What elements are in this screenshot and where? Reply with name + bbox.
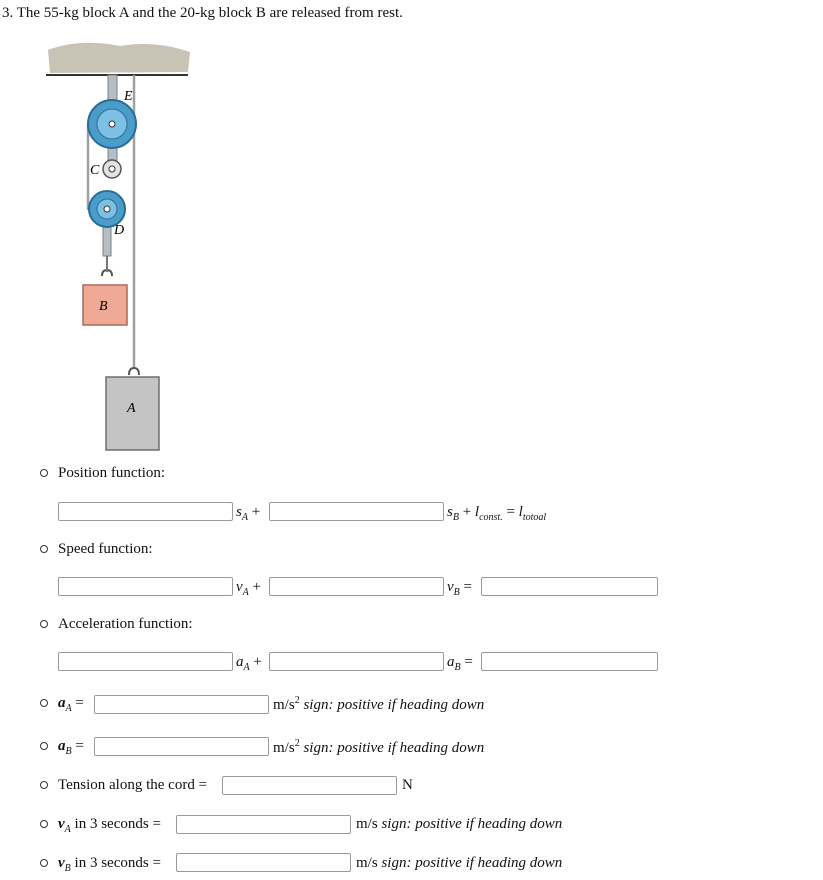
vA-input[interactable] <box>176 815 351 834</box>
speed-term-1: $v_A$ + <box>236 579 261 598</box>
acceleration-term-1: $a_A$ + <box>236 654 262 673</box>
tension-input[interactable] <box>222 776 397 795</box>
vB-unit-hint: m/s sign: positive if heading down <box>356 855 563 871</box>
vB-input[interactable] <box>176 853 351 872</box>
bullet <box>40 820 48 828</box>
label-c: C <box>90 163 100 178</box>
acceleration-input-1[interactable] <box>58 652 233 671</box>
acceleration-term-2: $a_B$ = <box>447 654 473 673</box>
bullet <box>40 545 48 553</box>
aB-unit-hint: $m/s^2$ sign: positive if heading down <box>273 738 485 756</box>
speed-input-2[interactable] <box>269 577 444 596</box>
aA-input[interactable] <box>94 695 269 714</box>
tension-unit: N <box>402 777 413 793</box>
label-a: A <box>127 401 136 416</box>
question-title: 3. The 55-kg block A and the 20-kg block B are released from rest. <box>2 5 403 21</box>
vA-label: $v_A$ in 3 seconds = <box>58 816 161 835</box>
position-label: Position function: <box>58 465 166 481</box>
aA-label: $a_A$ = <box>58 695 84 714</box>
aB-input[interactable] <box>94 737 269 756</box>
speed-input-3[interactable] <box>481 577 658 596</box>
pulley-diagram <box>40 40 200 455</box>
acceleration-input-2[interactable] <box>269 652 444 671</box>
ceiling <box>48 43 190 73</box>
bullet <box>40 742 48 750</box>
label-b: B <box>99 299 108 314</box>
pulley-e-axle <box>109 121 115 127</box>
speed-input-1[interactable] <box>58 577 233 596</box>
label-d: D <box>114 223 125 238</box>
label-e: E <box>124 89 133 104</box>
bullet <box>40 699 48 707</box>
speed-label: Speed function: <box>58 541 153 557</box>
aB-label: $a_B$ = <box>58 738 84 757</box>
bullet <box>40 781 48 789</box>
pulley-c-axle <box>109 166 115 172</box>
tension-label: Tension along the cord = <box>58 777 208 793</box>
vA-unit-hint: m/s sign: positive if heading down <box>356 816 563 832</box>
aA-unit-hint: $m/s^2$ sign: positive if heading down <box>273 695 485 713</box>
pulley-d-axle <box>104 206 110 212</box>
hook-a <box>129 368 139 375</box>
position-input-2[interactable] <box>269 502 444 521</box>
position-rest: $s_B + l_{const.} = l_{totoal}$ <box>447 504 547 523</box>
position-input-1[interactable] <box>58 502 233 521</box>
acceleration-input-3[interactable] <box>481 652 658 671</box>
speed-term-2: $v_B$ = <box>447 579 472 598</box>
bullet <box>40 859 48 867</box>
position-term-1: $s_A$ + <box>236 504 261 523</box>
bullet <box>40 620 48 628</box>
acceleration-label: Acceleration function: <box>58 616 193 632</box>
vB-label: $v_B$ in 3 seconds = <box>58 855 161 874</box>
bullet <box>40 469 48 477</box>
